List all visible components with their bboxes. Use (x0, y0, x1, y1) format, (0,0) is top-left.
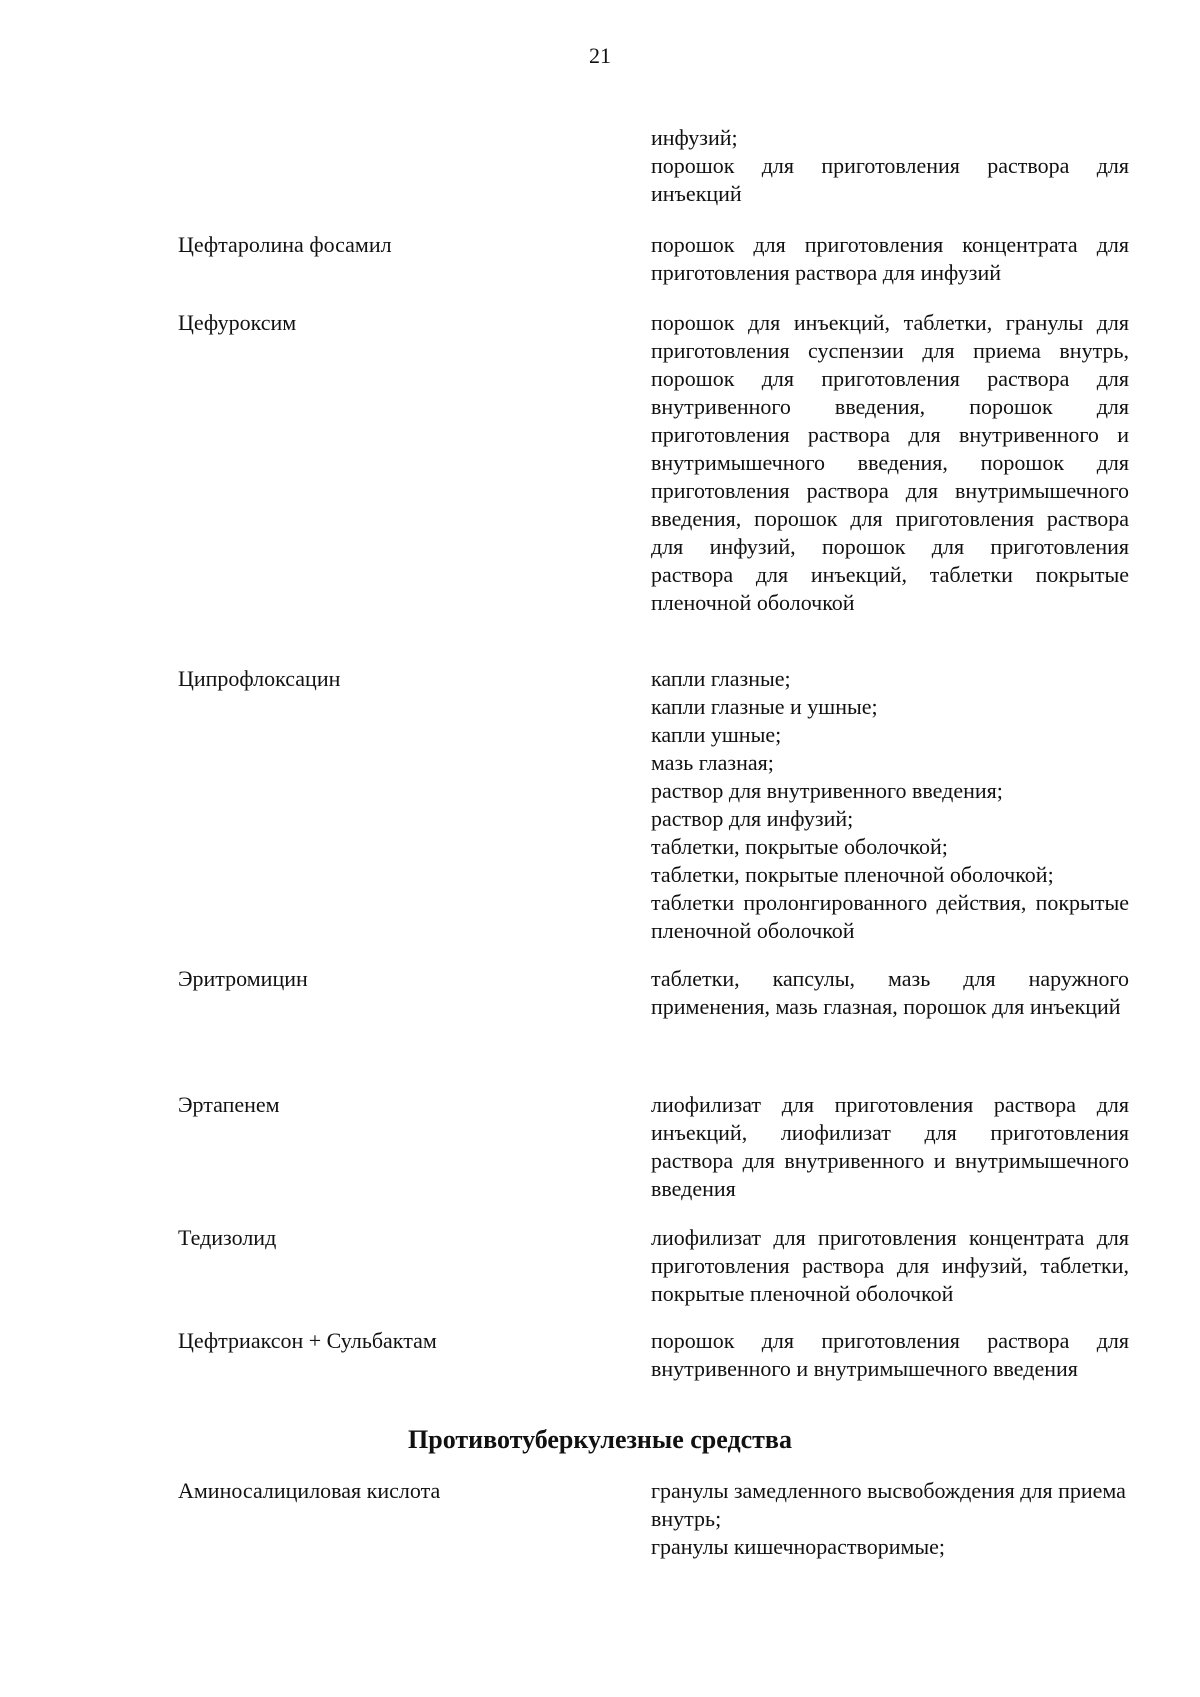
dosage-form-line: таблетки, покрытые оболочкой; (651, 834, 948, 859)
dosage-forms (651, 231, 1129, 287)
drug-name: Цефуроксим (178, 310, 297, 335)
dosage-form-line: инфузий; (651, 125, 738, 150)
dosage-form-line: капли глазные и ушные; (651, 694, 878, 719)
dosage-forms (651, 309, 1129, 617)
drug-name: Цефтриаксон + Сульбактам (178, 1328, 437, 1353)
dosage-form-line: гранулы замедленного высвобождения для приема внутрь; (651, 1478, 1126, 1531)
dosage-form-line: таблетки, капсулы, мазь для наружного применения, мазь глазная, порошок для инъекций (651, 966, 1129, 1019)
drug-name: Эртапенем (178, 1092, 280, 1117)
section-heading: Противотуберкулезные средства (408, 1425, 792, 1454)
drug-name: Аминосалициловая кислота (178, 1478, 441, 1503)
dosage-forms (651, 965, 1129, 1021)
drug-name: Ципрофлоксацин (178, 666, 341, 691)
dosage-form-line: раствор для внутривенного введения; (651, 778, 1003, 803)
drug-name: Эритромицин (178, 966, 308, 991)
dosage-form-line: таблетки пролонгированного действия, покрытые пленочной оболочкой (651, 890, 1129, 943)
dosage-form-line: порошок для инъекций, таблетки, гранулы для приготовления суспензии для приема внутрь, порошок для приготовления раствора для внутривенного введения, порошок для приготовления раствора для внутривенного и внутримышечного введения, порошок для приготовления раствора для внутримышечного введения, порошок для приготовления раствора для инфузий, порошок для приготовления раствора для инъекций, таблетки покрытые пленочной оболочкой (651, 310, 1129, 615)
dosage-form-line: мазь глазная; (651, 750, 774, 775)
dosage-forms (651, 1327, 1129, 1383)
dosage-forms (651, 124, 1129, 208)
dosage-form-line: капли глазные; (651, 666, 791, 691)
dosage-form-line: порошок для приготовления раствора для внутривенного и внутримышечного введения (651, 1328, 1129, 1381)
dosage-form-line: порошок для приготовления концентрата для приготовления раствора для инфузий (651, 232, 1129, 285)
dosage-forms (651, 1224, 1129, 1308)
dosage-form-line: таблетки, покрытые пленочной оболочкой; (651, 862, 1054, 887)
dosage-form-line: лиофилизат для приготовления концентрата для приготовления раствора для инфузий, таблетки, покрытые пленочной оболочкой (651, 1225, 1129, 1306)
drug-name: Цефтаролина фосамил (178, 232, 392, 257)
dosage-form-line: лиофилизат для приготовления раствора для инъекций, лиофилизат для приготовления раствора для внутривенного и внутримышечного введения (651, 1092, 1129, 1201)
drug-name: Тедизолид (178, 1225, 277, 1250)
dosage-forms (651, 665, 1129, 945)
dosage-forms (651, 1091, 1129, 1203)
dosage-form-line: гранулы кишечнорастворимые; (651, 1534, 946, 1559)
dosage-form-line: капли ушные; (651, 722, 782, 747)
dosage-forms (651, 1477, 1129, 1561)
dosage-form-line: порошок для приготовления раствора для инъекций (651, 153, 1129, 206)
dosage-form-line: раствор для инфузий; (651, 806, 854, 831)
page-number: 21 (589, 43, 611, 68)
